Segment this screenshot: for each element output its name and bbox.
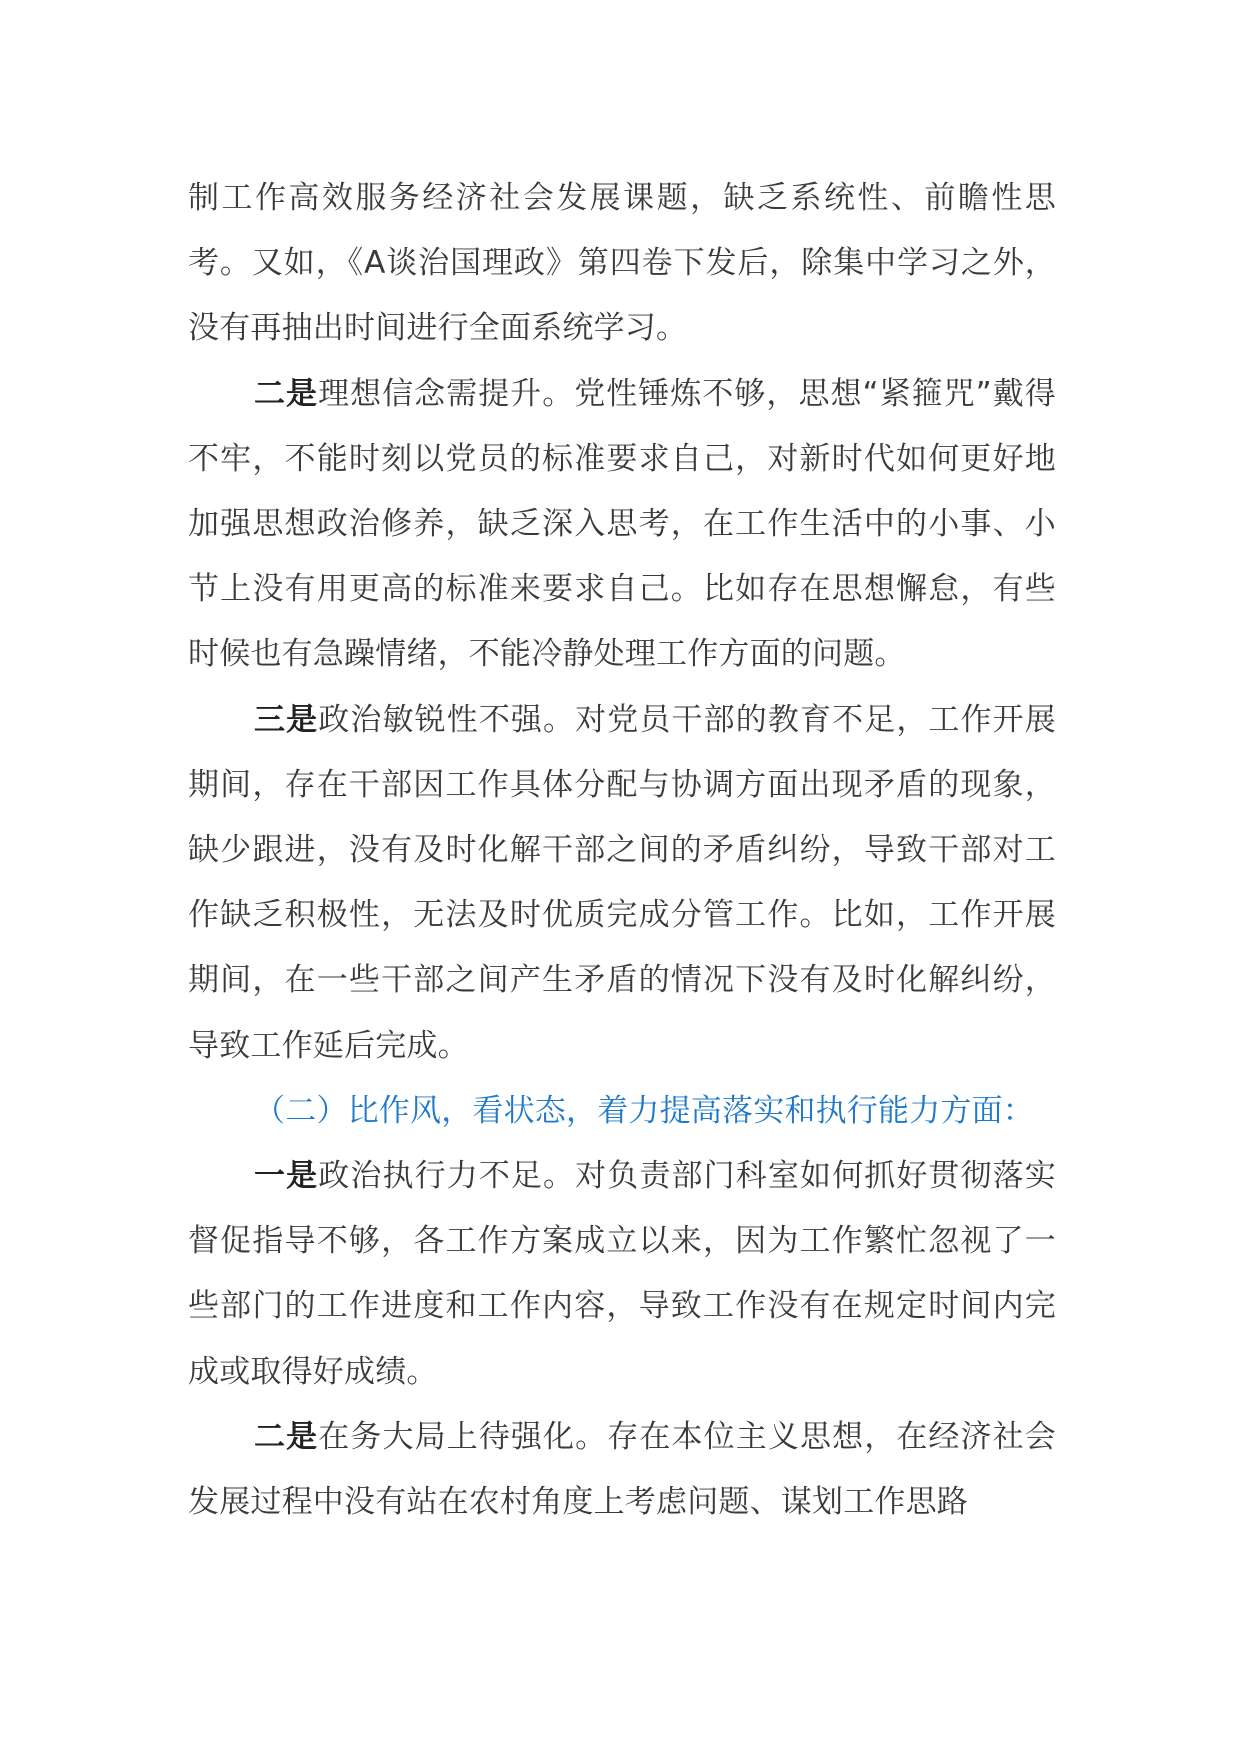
paragraph-point-2 bbox=[188, 362, 1056, 688]
paragraph-point-3 bbox=[188, 688, 1056, 1079]
paragraph-text: 制工作高效服务经济社会发展课题，缺乏系统性、前瞻性思考。又如，《A谈治国理政》第四卷下发后，除集中学习之外，没有再抽出时间进行全面系统学习。 bbox=[188, 180, 1056, 347]
section-heading bbox=[188, 1079, 1056, 1144]
paragraph-point-2-continued bbox=[188, 1405, 1056, 1535]
paragraph-text: 理想信念需提升。党性锤炼不够，思想“紧箍咒”戴得不牢，不能时刻以党员的标准要求自己，对新时代如何更好地加强思想政治修养，缺乏深入思考，在工作生活中的小事、小节上没有用更高的标准来要求自己。比如存在思想懈怠，有些时候也有急躁情绪，不能冷静处理工作方面的问题。 bbox=[188, 375, 1056, 673]
paragraph-text: 在务大局上待强化。存在本位主义思想，在经济社会发展过程中没有站在农村角度上考虑问题、谋划工作思路 bbox=[188, 1418, 1056, 1521]
paragraph-point-1 bbox=[188, 1144, 1056, 1405]
paragraph-lead: 三是 bbox=[254, 701, 319, 738]
paragraph-lead: 二是 bbox=[254, 1418, 319, 1455]
section-heading-text: （二）比作风，看状态，着力提高落实和执行能力方面： bbox=[254, 1092, 1034, 1129]
paragraph-lead: 二是 bbox=[254, 375, 319, 412]
paragraph-continued bbox=[188, 166, 1056, 362]
paragraph-lead: 一是 bbox=[254, 1158, 319, 1195]
paragraph-text: 政治执行力不足。对负责部门科室如何抓好贯彻落实督促指导不够，各工作方案成立以来，因为工作繁忙忽视了一些部门的工作进度和工作内容，导致工作没有在规定时间内完成或取得好成绩。 bbox=[188, 1158, 1056, 1390]
document-body bbox=[188, 166, 1056, 1535]
paragraph-text: 政治敏锐性不强。对党员干部的教育不足，工作开展期间，存在干部因工作具体分配与协调方面出现矛盾的现象，缺少跟进，没有及时化解干部之间的矛盾纠纷，导致干部对工作缺乏积极性，无法及时优质完成分管工作。比如，工作开展期间，在一些干部之间产生矛盾的情况下没有及时化解纠纷，导致工作延后完成。 bbox=[188, 701, 1056, 1064]
